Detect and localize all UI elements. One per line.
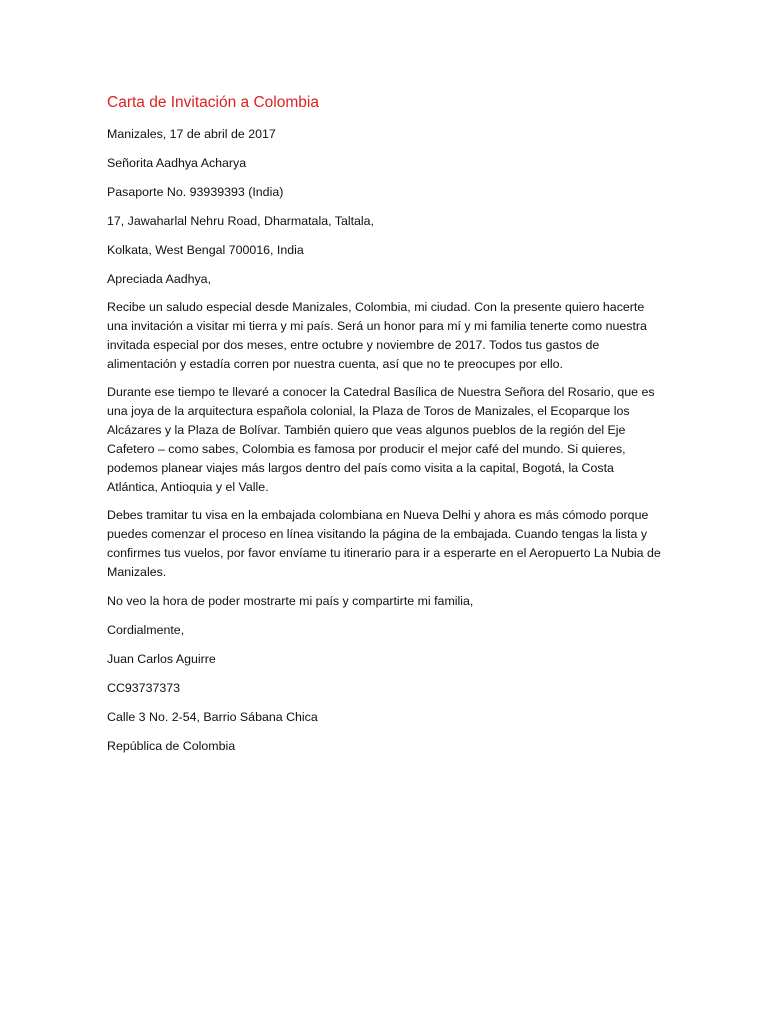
- recipient-name: Señorita Aadhya Acharya: [107, 156, 247, 170]
- recipient-passport: Pasaporte No. 93939393 (India): [107, 185, 284, 199]
- sender-address: Calle 3 No. 2-54, Barrio Sábana Chica: [107, 710, 318, 724]
- body-paragraph-3: Debes tramitar tu visa en la embajada colombiana en Nueva Delhi y ahora es más cómodo porque puedes comenzar el proceso en línea visitando la página de la embajada. Cuando tengas la lista y confirmes tus vuelos, por favor envíame tu itinerario para ir a esperarte en el Aeropuerto La Nubia de Manizales.: [107, 508, 661, 579]
- closing-line: No veo la hora de poder mostrarte mi país y compartirte mi familia,: [107, 594, 474, 608]
- sender-name: Juan Carlos Aguirre: [107, 652, 216, 666]
- sign-off: Cordialmente,: [107, 623, 185, 637]
- body-paragraph-1: Recibe un saludo especial desde Manizales, Colombia, mi ciudad. Con la presente quiero hacerte una invitación a visitar mi tierra y mi país. Será un honor para mí y mi familia tenerte como nuestra invitada especial por dos meses, entre octubre y noviembre de 2017. Todos tus gastos de alimentación y estadía corren por nuestra cuenta, así que no te preocupes por ello.: [107, 300, 647, 371]
- letter-title: Carta de Invitación a Colombia: [107, 94, 319, 111]
- sender-id: CC93737373: [107, 681, 181, 695]
- place-date: Manizales, 17 de abril de 2017: [107, 127, 276, 141]
- recipient-address-line2: Kolkata, West Bengal 700016, India: [107, 243, 304, 257]
- sender-country: República de Colombia: [107, 739, 236, 753]
- letter-page: [107, 92, 667, 765]
- salutation: Apreciada Aadhya,: [107, 272, 212, 286]
- body-paragraph-2: Durante ese tiempo te llevaré a conocer la Catedral Basílica de Nuestra Señora del Rosario, que es una joya de la arquitectura española colonial, la Plaza de Toros de Manizales, el Ecoparque los Alcázares y la Plaza de Bolívar. También quiero que veas algunos pueblos de la región del Eje Cafetero – como sabes, Colombia es famosa por producir el mejor café del mundo. Si quieres, podemos planear viajes más largos dentro del país como visita a la capital, Bogotá, la Costa Atlántica, Antioquia y el Valle.: [107, 385, 655, 494]
- recipient-address-line1: 17, Jawaharlal Nehru Road, Dharmatala, Taltala,: [107, 214, 375, 228]
